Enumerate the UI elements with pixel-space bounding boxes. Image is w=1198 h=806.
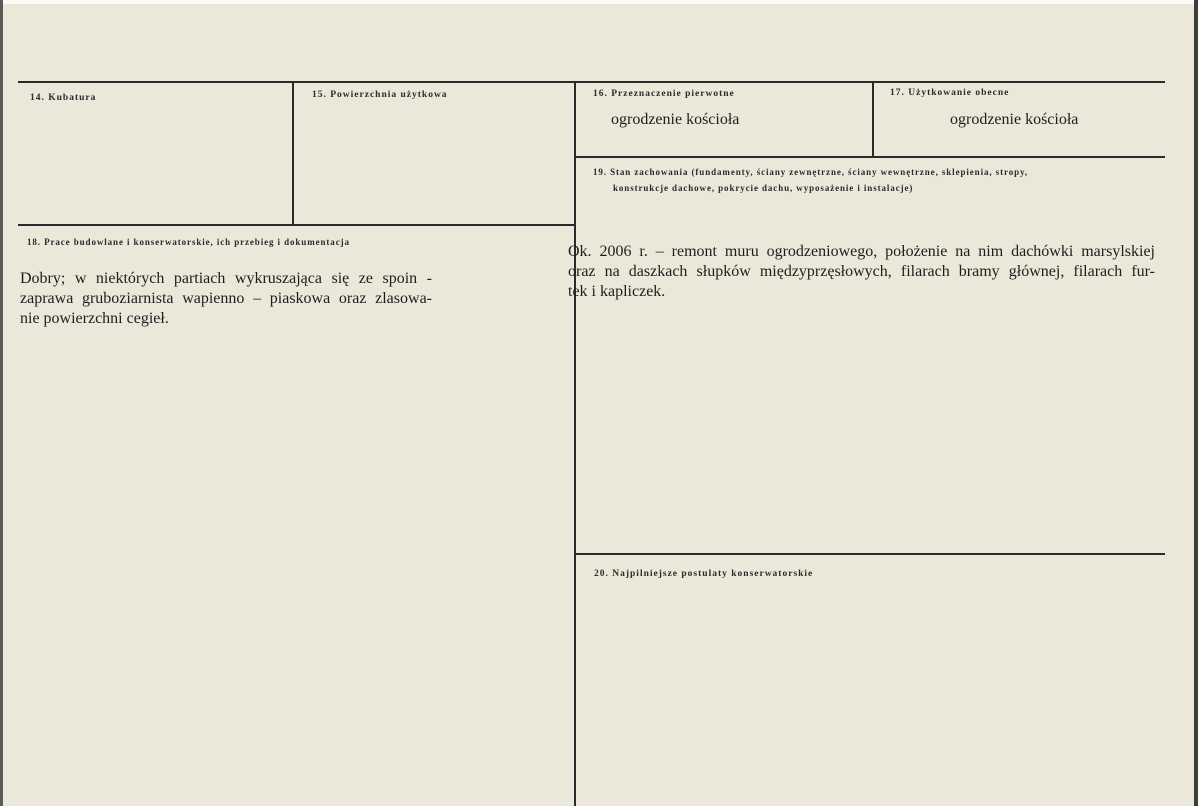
field-17-value: ogrodzenie kościoła	[950, 111, 1079, 128]
field-14-label: 14. Kubatura	[30, 93, 97, 103]
field-18-text	[568, 242, 1155, 302]
field-19-text	[20, 269, 432, 329]
rule-above-20	[574, 553, 1165, 555]
field-16-label: 16. Przeznaczenie pierwotne	[593, 89, 735, 99]
field-19-text-line: Dobry; w niektórych partiach wykruszająca się ze spoin -	[20, 270, 432, 287]
rule-above-19	[574, 156, 1165, 158]
divider-14-15	[292, 81, 294, 225]
field-18-text-line: Ok. 2006 r. – remont muru ogrodzeniowego, położenie na nim dachówki marsylskiej	[568, 243, 1155, 260]
field-18-label: 18. Prace budowlane i konserwatorskie, ich przebieg i dokumentacja	[27, 237, 350, 247]
field-19-label-line2: konstrukcje dachowe, pokrycie dachu, wyposażenie i instalacje)	[613, 183, 914, 193]
left-edge	[0, 0, 3, 806]
rule-above-18	[18, 224, 575, 226]
divider-16-17	[872, 81, 874, 157]
field-17-label: 17. Użytkowanie obecne	[890, 88, 1010, 98]
field-15-label: 15. Powierzchnia użytkowa	[312, 90, 448, 100]
top-row-rule	[18, 81, 1165, 83]
center-divider	[574, 81, 576, 806]
field-19-text-line: zaprawa gruboziarnista wapienno – piaskowa oraz zlasowa-	[20, 290, 432, 307]
field-16-value: ogrodzenie kościoła	[611, 111, 740, 128]
field-20-label: 20. Najpilniejsze postulaty konserwatorskie	[594, 569, 814, 579]
field-19-label-line1: 19. Stan zachowania (fundamenty, ściany zewnętrzne, ściany wewnętrzne, sklepienia, stropy,	[593, 167, 1029, 177]
field-18-text-line: oraz na daszkach słupków międzyprzęsłowych, filarach bramy głównej, filarach fur-	[568, 263, 1155, 280]
right-edge	[1194, 0, 1198, 806]
top-edge	[0, 0, 1198, 4]
field-18-text-line: tek i kapliczek.	[568, 283, 666, 300]
field-19-text-line: nie powierzchni cegieł.	[20, 310, 169, 327]
